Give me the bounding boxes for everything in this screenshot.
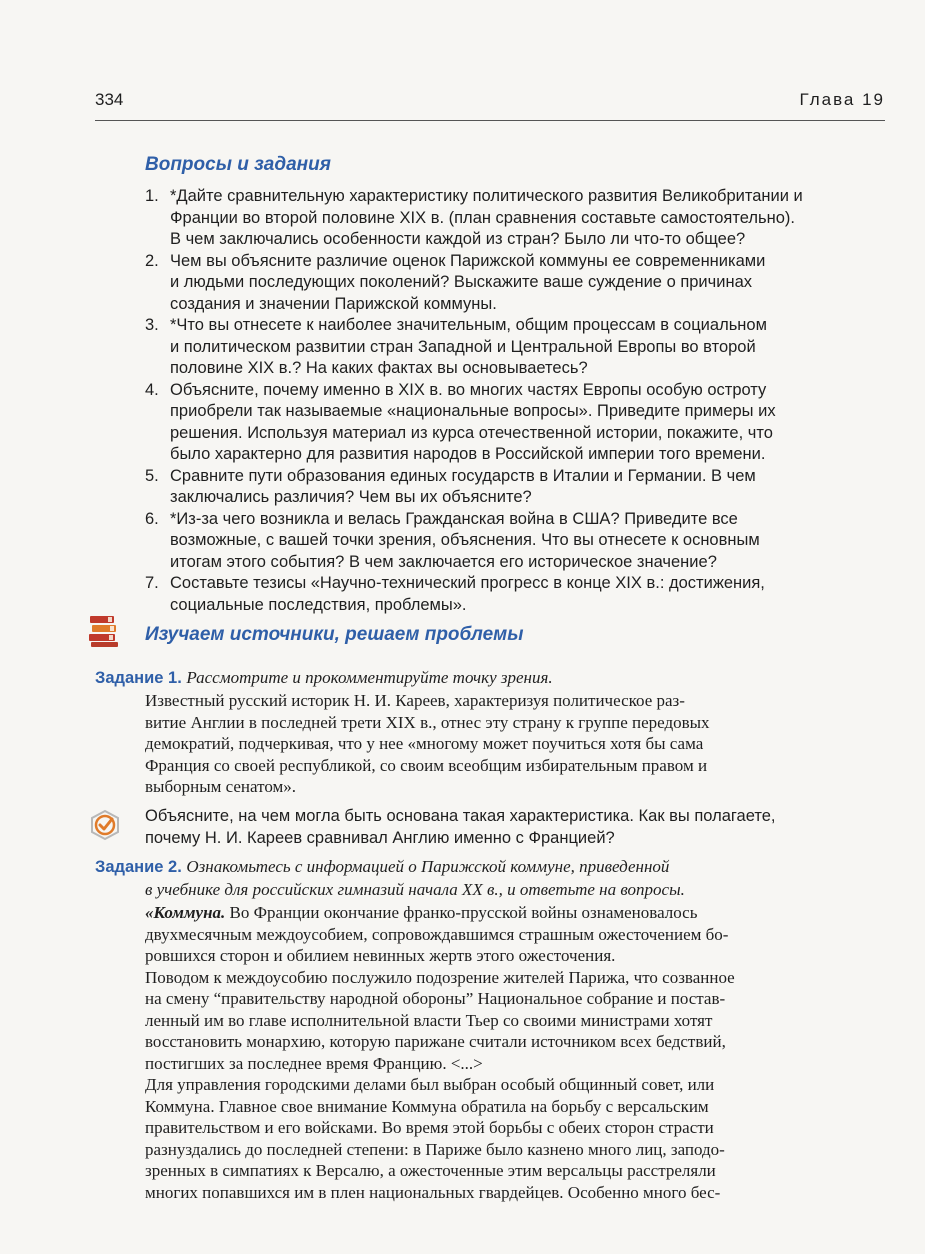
task1-instruction: Рассмотрите и прокомментируйте точку зрения. [186, 668, 553, 687]
task1-text-line: демократий, подчеркивая, что у нее «многому может поучиться хотя бы сама [145, 734, 704, 753]
task1-question [145, 805, 890, 849]
question-line: создания и значении Парижской коммуны. [170, 294, 497, 313]
task2-text-line: правительством и его войсками. Во время этой борьбы с обеих сторон страсти [145, 1118, 714, 1137]
task2-text-line: восстановить монархию, которую парижане считали источником всех бедствий, [145, 1032, 726, 1051]
checkmark-icon [88, 808, 122, 842]
question-line: *Из-за чего возникла и велась Гражданская война в США? Приведите все [170, 509, 738, 528]
question-item [145, 466, 890, 509]
task2-instruction-line2: в учебнике для российских гимназий начала XX в., и ответьте на вопросы. [145, 880, 685, 899]
question-line: Объясните, почему именно в XIX в. во многих частях Европы особую остроту [170, 380, 767, 399]
task2-text-line: ровшихся сторон и обилием невинных жертв этого ожесточения. [145, 946, 616, 965]
question-line: *Дайте сравнительную характеристику политического развития Великобритании и [170, 187, 803, 205]
task2-text-line [145, 902, 890, 924]
questions-list [145, 186, 890, 616]
task2-instruction-line1: Ознакомьтесь с информацией о Парижской коммуне, приведенной [186, 857, 670, 876]
task1-text-line: Франция со своей республикой, со своим всеобщим избирательным правом и [145, 755, 708, 775]
task1-label: Задание 1. [95, 669, 182, 687]
task2-text [145, 902, 890, 1203]
task2-label: Задание 2. [95, 858, 182, 876]
question-item [145, 380, 890, 466]
task2-text-line: Для управления городскими делами был выбран особый общинный совет, или [145, 1075, 715, 1094]
question-line: Франции во второй половине XIX в. (план сравнения составьте самостоятельно). [170, 208, 795, 227]
question-line: Сравните пути образования единых государств в Италии и Германии. В чем [170, 466, 756, 485]
term-koммuna: «Коммуна. [145, 903, 226, 922]
chapter-label: Глава 19 [799, 90, 885, 109]
task1-text-line: Известный русский историк Н. И. Кареев, характеризуя политическое раз- [145, 691, 685, 710]
question-line: Составьте тезисы «Научно-технический прогресс в конце XIX в.: достижения, [170, 574, 765, 592]
question-line: было характерно для развития народов в Российской империи того времени. [170, 445, 766, 463]
task1-text [145, 690, 890, 798]
page-header [95, 90, 885, 120]
task2-text-line: ленный им во главе исполнительной власти Тьер со своими министрами хотят [145, 1010, 713, 1030]
question-line: возможные, с вашей точки зрения, объяснения. Что вы отнесете к основным [170, 531, 760, 549]
question-number: 4. [145, 380, 159, 399]
task2-text-line: на смену “правительству народной обороны” Национальное собрание и постав- [145, 989, 726, 1008]
task2-text-line: разнуздались до последней степени: в Париже было казнено много лиц, заподо- [145, 1139, 725, 1159]
task1-question-line: почему Н. И. Кареев сравнивал Англию именно с Францией? [145, 829, 615, 847]
task1-text-line: витие Англии в последней трети XIX в., отнес эту страну к группе передовых [145, 712, 710, 732]
page-number: 334 [95, 90, 124, 109]
task2-text-line: многих попавшихся им в плен национальных гвардейцев. Особенно много бес- [145, 1182, 721, 1202]
books-icon [88, 614, 120, 648]
header-divider [95, 120, 885, 121]
question-line: половине XIX в.? На каких фактах вы основываетесь? [170, 359, 588, 377]
task1-question-line: Объясните, на чем могла быть основана такая характеристика. Как вы полагаете, [145, 807, 776, 825]
question-line: В чем заключались особенности каждой из стран? Было ли что-то общее? [170, 230, 746, 248]
question-line: и политическом развитии стран Западной и Центральной Европы во второй [170, 337, 756, 356]
task2-text-line: Коммуна. Главное свое внимание Коммуна обратила на борьбу с версальским [145, 1096, 709, 1116]
question-number: 2. [145, 251, 159, 270]
question-item [145, 573, 890, 616]
question-number: 3. [145, 316, 159, 334]
task2-text-line: Поводом к междоусобию послужило подозрение жителей Парижа, что созванное [145, 967, 735, 987]
question-item [145, 186, 890, 251]
sources-section-title: Изучаем источники, решаем проблемы [145, 624, 524, 645]
question-number: 5. [145, 466, 159, 485]
question-number: 6. [145, 509, 159, 528]
question-line: Чем вы объясните различие оценок Парижской коммуны ее современниками [170, 251, 766, 270]
question-item [145, 251, 890, 316]
question-item [145, 509, 890, 574]
question-line: социальные последствия, проблемы». [170, 595, 467, 614]
question-line: заключались различия? Чем вы их объясните? [170, 488, 532, 506]
question-number: 1. [145, 187, 159, 205]
question-line: приобрели так называемые «национальные вопросы». Приведите примеры их [170, 402, 776, 420]
question-line: *Что вы отнесете к наиболее значительным, общим процессам в социальном [170, 316, 767, 334]
task2-text-line: зренных в симпатиях к Версалю, а ожесточенные этим версальцы расстреляли [145, 1161, 716, 1180]
question-number: 7. [145, 574, 159, 592]
question-line: решения. Используя материал из курса отечественной истории, покажите, что [170, 423, 773, 442]
question-line: и людьми последующих поколений? Выскажите ваше суждение о причинах [170, 273, 753, 291]
task2-text-segment: Во Франции окончание франко-прусской войны ознаменовалось [225, 903, 698, 922]
question-line: итогам этого события? В чем заключается его историческое значение? [170, 552, 717, 571]
task2-heading [95, 857, 669, 877]
questions-section-title: Вопросы и задания [145, 154, 331, 175]
task2-text-line: двухмесячным междоусобием, сопровождавшимся страшным ожесточением бо- [145, 924, 729, 944]
task1-heading [95, 668, 553, 688]
task1-text-line: выборным сенатом». [145, 777, 297, 796]
question-item [145, 315, 890, 380]
task2-text-line: постигших за последнее время Францию. <...> [145, 1053, 483, 1073]
